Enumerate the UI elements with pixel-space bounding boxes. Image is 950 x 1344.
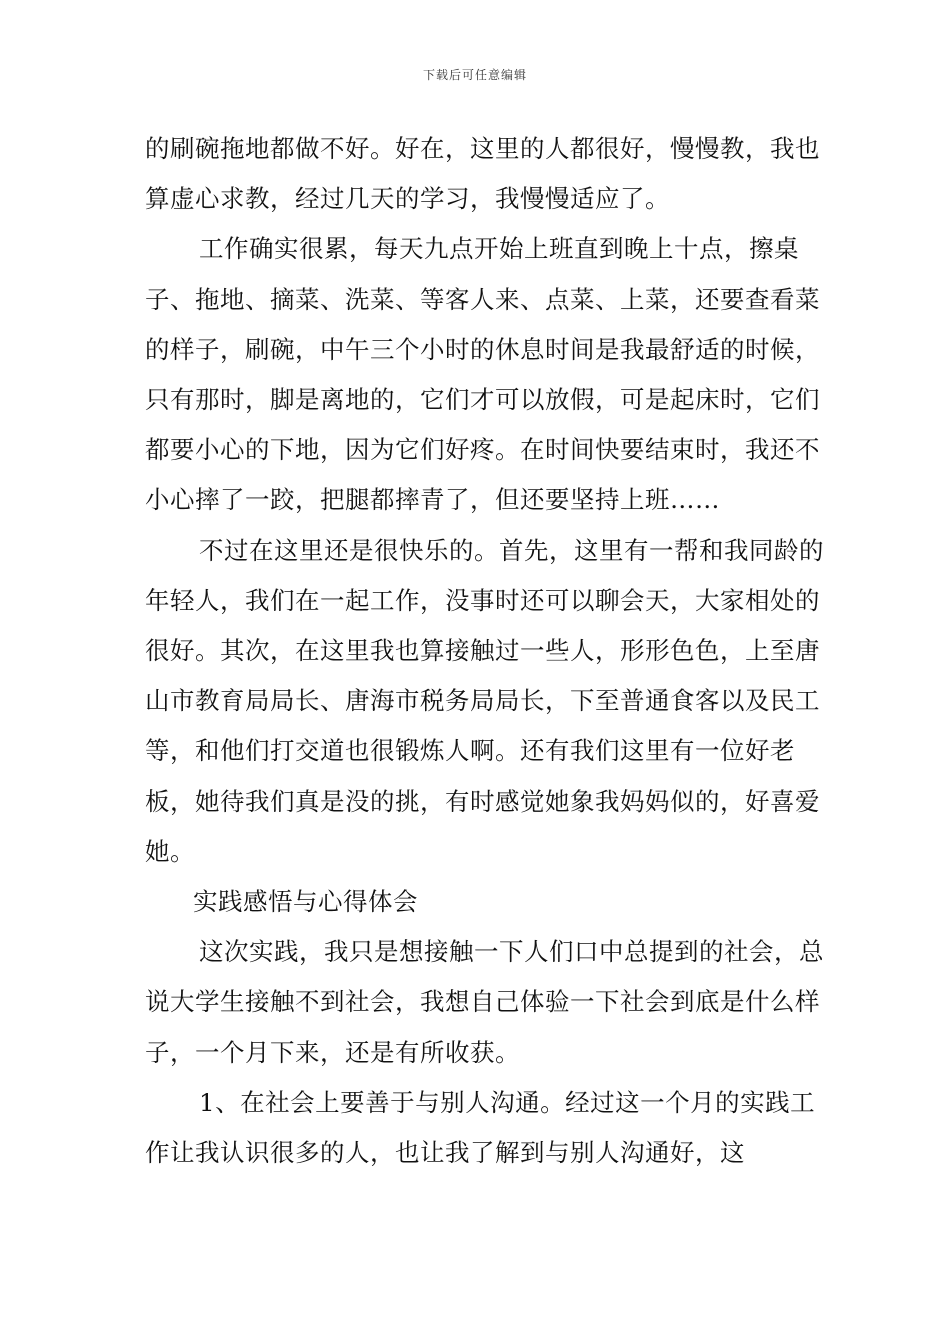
paragraph-work-description: 工作确实很累，每天九点开始上班直到晚上十点，擦桌子、拖地、摘菜、洗菜、等客人来、点菜、上菜，还要查看菜的样子，刷碗，中午三个小时的休息时间是我最舒适的时候，只有那时，脚是离地的，它们才可以放假，可是起床时，它们都要小心的下地，因为它们好疼。在时间快要结束时，我还不小心摔了一跤，把腿都摔青了，但还要坚持上班……	[145, 234, 820, 515]
paragraph-continuation: 的刷碗拖地都做不好。好在，这里的人都很好，慢慢教，我也算虚心求教，经过几天的学习，我慢慢适应了。	[145, 134, 820, 214]
header-note: 下载后可任意编辑	[422, 68, 527, 82]
paragraph-point-one: 1、在社会上要善于与别人沟通。经过这一个月的实践工作让我认识很多的人，也让我了解到与别人沟通好，这	[145, 1087, 816, 1168]
paragraph-reflection-intro: 这次实践，我只是想接触一下人们口中总提到的社会，总说大学生接触不到社会，我想自己体验一下社会到底是什么样子，一个月下来，还是有所收获。	[145, 937, 824, 1067]
document-body	[145, 124, 825, 1178]
section-heading: 实践感悟与心得体会	[193, 887, 418, 917]
paragraph-happiness: 不过在这里还是很快乐的。首先，这里有一帮和我同龄的年轻人，我们在一起工作，没事时还可以聊会天，大家相处的很好。其次，在这里我也算接触过一些人，形形色色，上至唐山市教育局局长、唐海市税务局局长，下至普通食客以及民工等，和他们打交道也很锻炼人啊。还有我们这里有一位好老板，她待我们真是没的挑，有时感觉她象我妈妈似的，好喜爱她。	[145, 535, 824, 866]
